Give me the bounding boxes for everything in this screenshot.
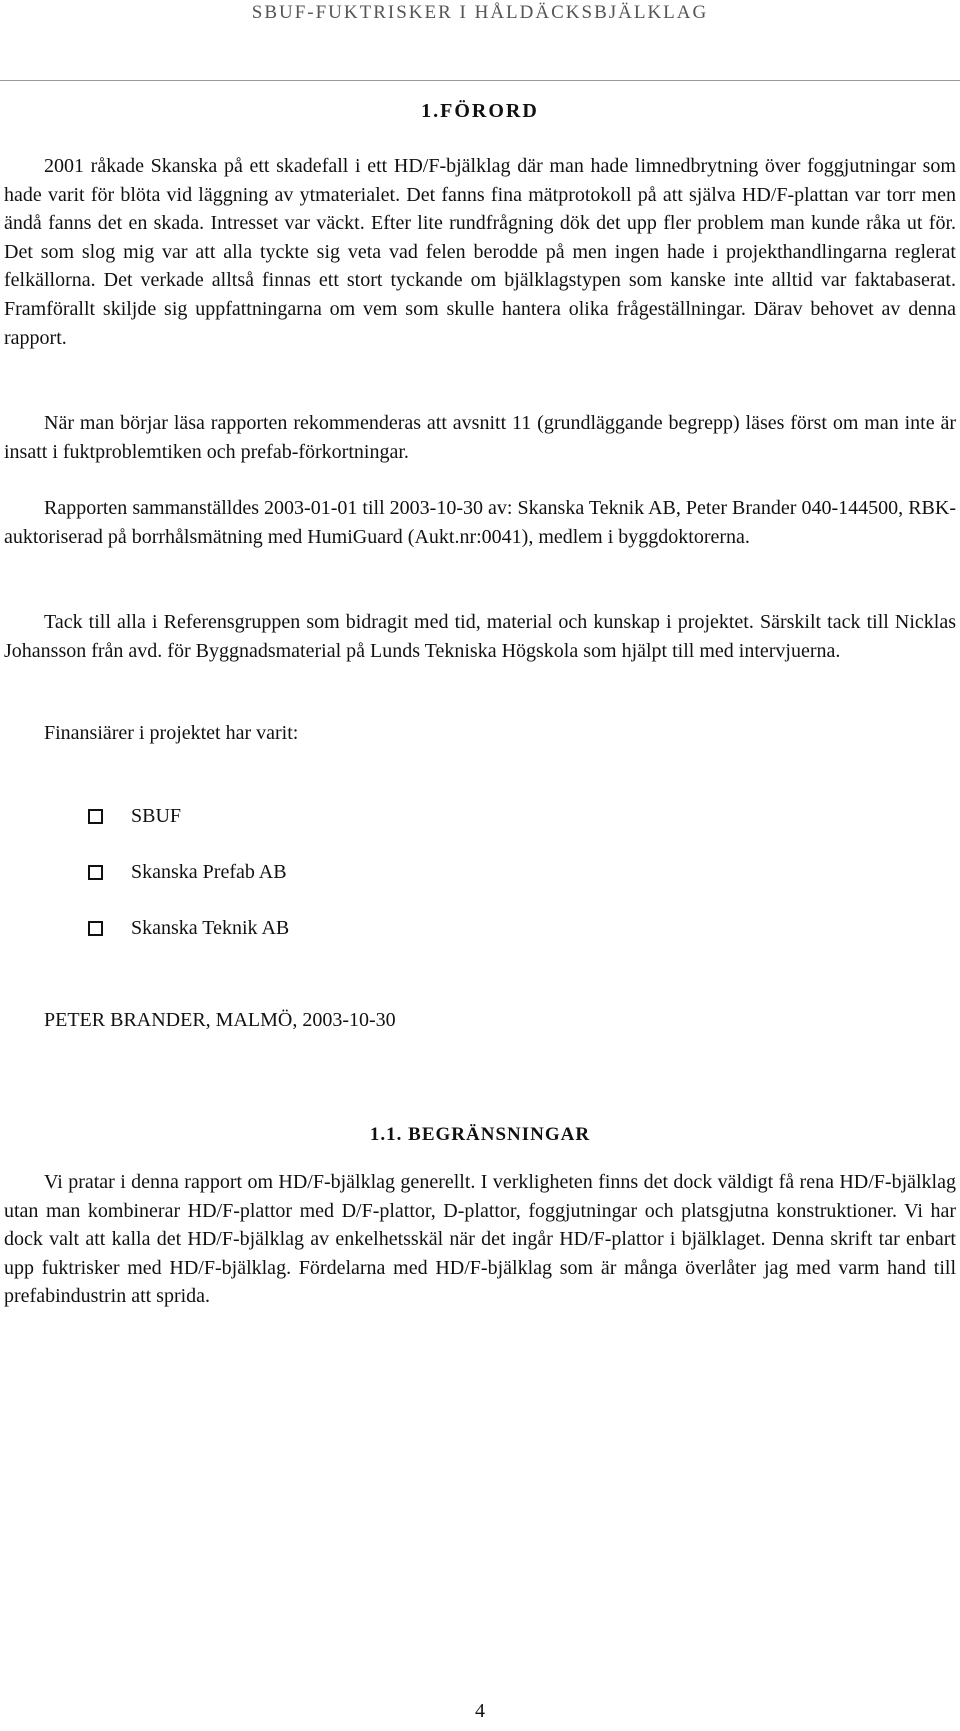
list-item [88,844,289,900]
section-title: 1.FÖRORD [421,100,539,122]
page-number: 4 [475,1700,485,1722]
financier-name: Skanska Teknik AB [131,916,290,939]
limitations-paragraph: Vi pratar i denna rapport om HD/F-bjälklag generellt. I verkligheten finns det dock väldigt få rena HD/F-bjälklag utan man kombinerar HD/F-plattor med D/F-plattor, D-plattor, foggjutningar och platsgjutna konstruktioner. Vi har dock valt att kalla det HD/F-bjälklag av enkelhetsskäl när det ingår HD/F-plattor i bjälklaget. Denna skrift tar enbart upp fuktrisker med HD/F-bjälklag. Fördelarna med HD/F-bjälklag som är många överlåter jag med varm hand till prefabindustrin att sprida. [4,1171,956,1308]
foreword-paragraph-3: Rapporten sammanställdes 2003-01-01 till 2003-10-30 av: Skanska Teknik AB, Peter Brander 040-144500, RBK-auktoriserad på borrhålsmätning med HumiGuard (Aukt.nr:0041), medlem i byggdoktorerna. [4,497,956,548]
foreword-paragraph-4: Tack till alla i Referensgruppen som bidragit med tid, material och kunskap i projektet. Särskilt tack till Nicklas Johansson från avd. för Byggnadsmaterial på Lunds Tekniska Högskola som hjälpt till med intervjuerna. [4,611,956,662]
financiers-intro: Finansiärer i projektet har varit: [44,722,299,744]
running-head: SBUF-FUKTRISKER I HÅLDÄCKSBJÄLKLAG [251,2,709,23]
foreword-paragraph-1: 2001 råkade Skanska på ett skadefall i ett HD/F-bjälklag där man hade limnedbrytning över foggjutningar som hade varit för blöta vid läggning av ytmaterialet. Det fanns fina mätprotokoll på att själva HD/F-plattan var torr men ändå fanns det en skada. Intresset var väckt. Efter lite rundfrågning dök det upp fler problem man kunde råka ut för. Det som slog mig var att alla tyckte sig veta vad felen berodde på men ingen hade i projekthandlingarna reglerat felkällorna. Det verkade alltså finnas ett stort tyckande om bjälklagstypen som kanske inte alltid var faktabaserat. Framförallt skiljde sig uppfattningarna om vem som skulle hantera olika frågeställningar. Därav behovet av denna rapport. [4,155,956,349]
list-item [88,900,289,956]
checkbox-bullet-icon [88,865,103,880]
header-divider [0,80,960,81]
checkbox-bullet-icon [88,809,103,824]
signature-line: PETER BRANDER, MALMÖ, 2003-10-30 [44,1009,396,1031]
checkbox-bullet-icon [88,921,103,936]
financier-name: Skanska Prefab AB [131,860,287,883]
financiers-list [88,788,289,956]
list-item [88,788,289,844]
subsection-title: 1.1. BEGRÄNSNINGAR [369,1124,591,1145]
financier-name: SBUF [131,804,182,827]
foreword-paragraph-2: När man börjar läsa rapporten rekommenderas att avsnitt 11 (grundläggande begrepp) läses först om man inte är insatt i fuktproblemtiken och prefab-förkortningar. [4,412,956,463]
